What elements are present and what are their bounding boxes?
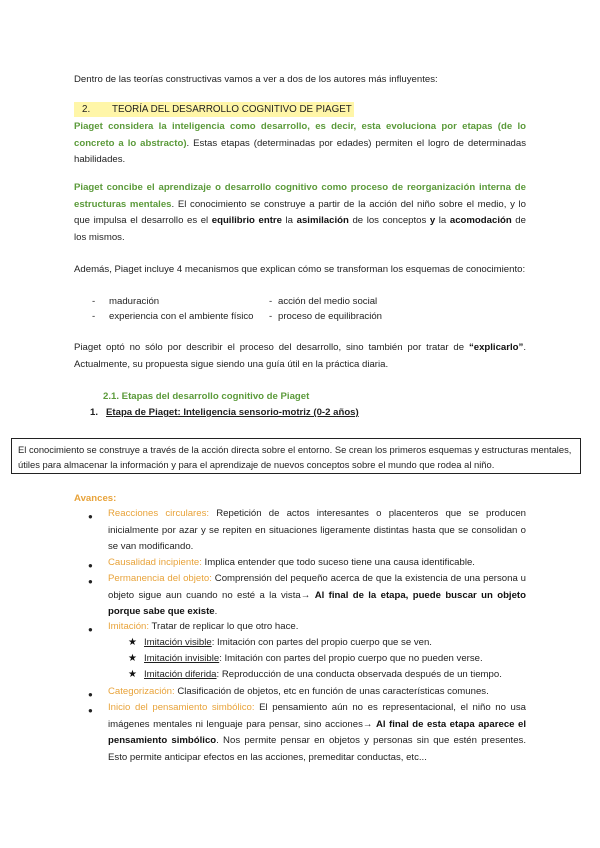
item-simbolico xyxy=(108,700,526,766)
highlight-text: Piaget considera la inteligencia como desarrollo, es decir, esta evoluciona por etapas (de lo concreto a lo abstracto) xyxy=(74,121,526,149)
mechanism-item: proceso de equilibración xyxy=(278,311,382,322)
bullet-icon: ● xyxy=(88,706,93,715)
item-text: Tratar de replicar lo que otro hace. xyxy=(149,621,299,632)
bullet-icon: ● xyxy=(88,512,93,521)
item-permanencia xyxy=(108,571,526,621)
item-label: Reacciones circulares: xyxy=(108,508,210,519)
bullet-icon: ● xyxy=(88,577,93,586)
paragraph-text: de los mismos. xyxy=(74,215,526,243)
item-label: Causalidad incipiente: xyxy=(108,557,202,568)
paragraph-intelligence xyxy=(74,119,526,169)
mechanism-dash: - xyxy=(92,296,96,307)
subitem-text: : Imitación con partes del propio cuerpo que no pueden verse. xyxy=(219,653,483,664)
item-label: Permanencia del objeto: xyxy=(108,573,212,584)
item-text: . xyxy=(214,606,218,617)
bold-text: Al final de la etapa, puede buscar un objeto porque sabe que existe xyxy=(108,589,526,617)
section-heading xyxy=(74,102,354,117)
subitem-label: Imitación visible xyxy=(144,637,212,648)
subitem-text: : Imitación con partes del propio cuerpo que se ven. xyxy=(211,637,432,648)
item-text: Repetición de actos interesantes o placenteros que se producen inicialmente por azar y se repiten en situaciones ligeramente distintas hasta que se consolidan o se van modificando. xyxy=(108,508,526,552)
paragraph-text: . Actualmente, su propuesta sigue siendo una guía útil en la práctica diaria. xyxy=(74,342,526,370)
section-number: 2. xyxy=(82,104,91,115)
paragraph-text: la xyxy=(281,215,297,226)
bold-text: equilibrio entre xyxy=(211,215,282,226)
summary-box: El conocimiento se construye a través de la acción directa sobre el entorno. Se crean los primeros esquemas y estructuras mentales, útiles para almacenar la información y para el aprendizaje de nuevos conceptos sobre el mundo que rodea al niño. xyxy=(11,438,581,474)
bold-text: Al final de esta etapa aparece el pensamiento simbólico xyxy=(108,718,526,746)
paragraph-text: . Estas etapas (determinadas por edades) permiten el logro de determinadas habilidades. xyxy=(74,137,526,165)
subitem-imitacion-diferida xyxy=(144,667,502,683)
item-text: El pensamiento aún no es representacional, el niño no usa imágenes mentales ni lenguaje para pensar, sino acciones→ xyxy=(108,702,526,730)
mechanism-dash: - xyxy=(269,296,273,307)
stage-title: Etapa de Piaget: Inteligencia sensorio-motriz (0-2 años) xyxy=(106,407,359,418)
paragraph-learning xyxy=(74,180,526,246)
mechanism-dash: - xyxy=(92,311,96,322)
mechanism-item: experiencia con el ambiente físico xyxy=(109,311,254,322)
bold-text: y xyxy=(429,215,436,226)
bold-text: acomodación xyxy=(449,215,512,226)
item-imitacion xyxy=(108,619,526,636)
star-icon: ★ xyxy=(128,653,137,664)
item-text: . Nos permite pensar en objetos y personas sin que estén presentes. Esto permite anticipar efectos en las acciones, premeditar conductas, etc... xyxy=(108,735,526,763)
subitem-label: Imitación invisible xyxy=(144,653,220,664)
subitem-label: Imitación diferida xyxy=(144,669,217,680)
bullet-icon: ● xyxy=(88,561,93,570)
mechanism-item: acción del medio social xyxy=(278,296,378,307)
item-reacciones xyxy=(108,506,526,556)
subitem-imitacion-invisible xyxy=(144,651,483,667)
stage-heading xyxy=(90,405,359,422)
item-causalidad xyxy=(108,555,526,572)
bullet-icon: ● xyxy=(88,690,93,699)
paragraph-text: de los conceptos xyxy=(348,215,430,226)
item-text: Clasificación de objetos, etc en función de unas características comunes. xyxy=(174,686,489,697)
mechanism-dash: - xyxy=(269,311,273,322)
subsection-heading: 2.1. Etapas del desarrollo cognitivo de Piaget xyxy=(103,391,310,402)
highlight-text: Piaget concibe el aprendizaje o desarrollo cognitivo como proceso de reorganización interna de estructuras mentales xyxy=(74,182,526,210)
item-label: Inicio del pensamiento simbólico: xyxy=(108,702,255,713)
paragraph-text: Piaget optó no sólo por describir el proceso del desarrollo, sino también por tratar de xyxy=(74,342,469,353)
intro-paragraph: Dentro de las teorías constructivas vamos a ver a dos de los autores más influyentes: xyxy=(74,74,438,85)
mechanism-item: maduración xyxy=(109,296,160,307)
paragraph-explain xyxy=(74,340,526,373)
section-title: TEORÍA DEL DESARROLLO COGNITIVO DE PIAGET xyxy=(112,104,352,115)
paragraph-text: la xyxy=(435,215,450,226)
stage-number: 1. xyxy=(90,407,99,418)
item-categorizacion xyxy=(108,684,526,701)
item-text: Comprensión del pequeño acerca de que la existencia de una persona u objeto sigue aun cuando no esté a la vista→ xyxy=(108,573,526,601)
paragraph-mechanisms: Además, Piaget incluye 4 mecanismos que explican cómo se transforman los esquemas de conocimiento: xyxy=(74,264,526,275)
paragraph-text: . El conocimiento se construye a partir de la acción del niño sobre el medio, y lo que impulsa el desarrollo es el xyxy=(74,198,527,226)
avances-label: Avances: xyxy=(74,493,117,504)
star-icon: ★ xyxy=(128,669,137,680)
subitem-text: : Reproducción de una conducta observada después de un tiempo. xyxy=(216,669,502,680)
item-text: Implica entender que todo suceso tiene una causa identificable. xyxy=(201,557,475,568)
bold-text: “explicarlo” xyxy=(468,342,524,353)
star-icon: ★ xyxy=(128,637,137,648)
bullet-icon: ● xyxy=(88,625,93,634)
subitem-imitacion-visible xyxy=(144,635,432,651)
item-label: Imitación: xyxy=(108,621,150,632)
item-label: Categorización: xyxy=(108,686,175,697)
bold-text: asimilación xyxy=(296,215,349,226)
